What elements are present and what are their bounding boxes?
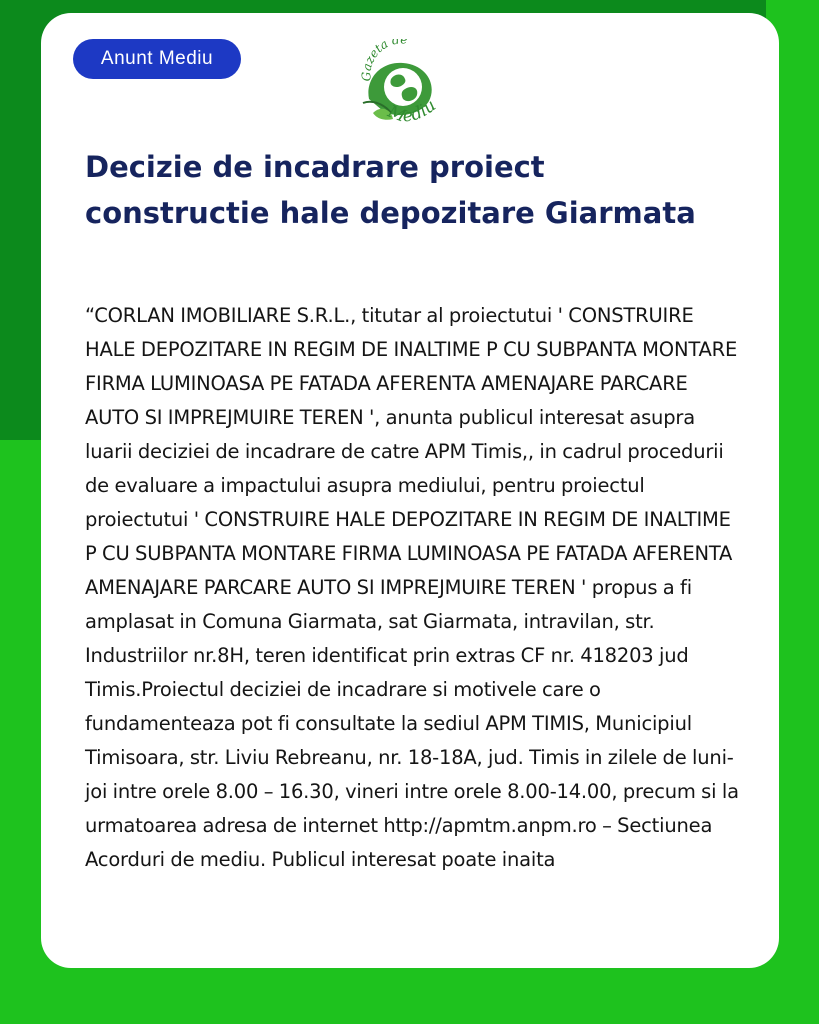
logo-line1-text: Gazeta de — [359, 39, 408, 82]
logo-line2-text: Mediu — [384, 95, 440, 127]
gazeta-de-mediu-logo — [357, 39, 447, 131]
announcement-card — [41, 13, 779, 968]
category-badge-label: Anunt Mediu — [100, 48, 214, 69]
article-body: “CORLAN IMOBILIARE S.R.L., titutar al proiectutui ' CONSTRUIRE HALE DEPOZITARE IN REGIM DE INALTIME P CU SUBPANTA MONTARE FIRMA LUMINOASA PE FATADA AFERENTA AMENAJARE PARCARE AUTO SI IMPREJMUIRE TEREN ', anunta publicul interesat asupra luarii deciziei de incadrare de catre APM Timis,, in cadrul procedurii de evaluare a impactului asupra mediului, pentru proiectul proiectutui ' CONSTRUIRE HALE DEPOZITARE IN REGIM DE INALTIME P CU SUBPANTA MONTARE FIRMA LUMINOASA PE FATADA AFERENTA AMENAJARE PARCARE AUTO SI IMPREJMUIRE TEREN ' propus a fi amplasat in Comuna Giarmata, sat Giarmata, intravilan, str. Industriilor nr.8H, teren identificat prin extras CF nr. 418203 jud Timis.Proiectul deciziei de incadrare si motivele care o fundamenteaza pot fi consultate la sediul APM TIMIS, Municipiul Timisoara, str. Liviu Rebreanu, nr. 18-18A, jud. Timis in zilele de luni- joi intre orele 8.00 – 16.30, vineri intre orele 8.00-14.00, precum si la urmatoarea adresa de internet http://apmtm.anpm.ro – Sectiunea Acorduri de mediu. Publicul interesat poate inaita — [85, 304, 739, 871]
globe-leaf-logo-icon — [357, 39, 447, 131]
category-badge[interactable] — [73, 39, 241, 79]
article-title: Decizie de incadrare proiect constructie hale depozitare Giarmata — [85, 150, 696, 230]
